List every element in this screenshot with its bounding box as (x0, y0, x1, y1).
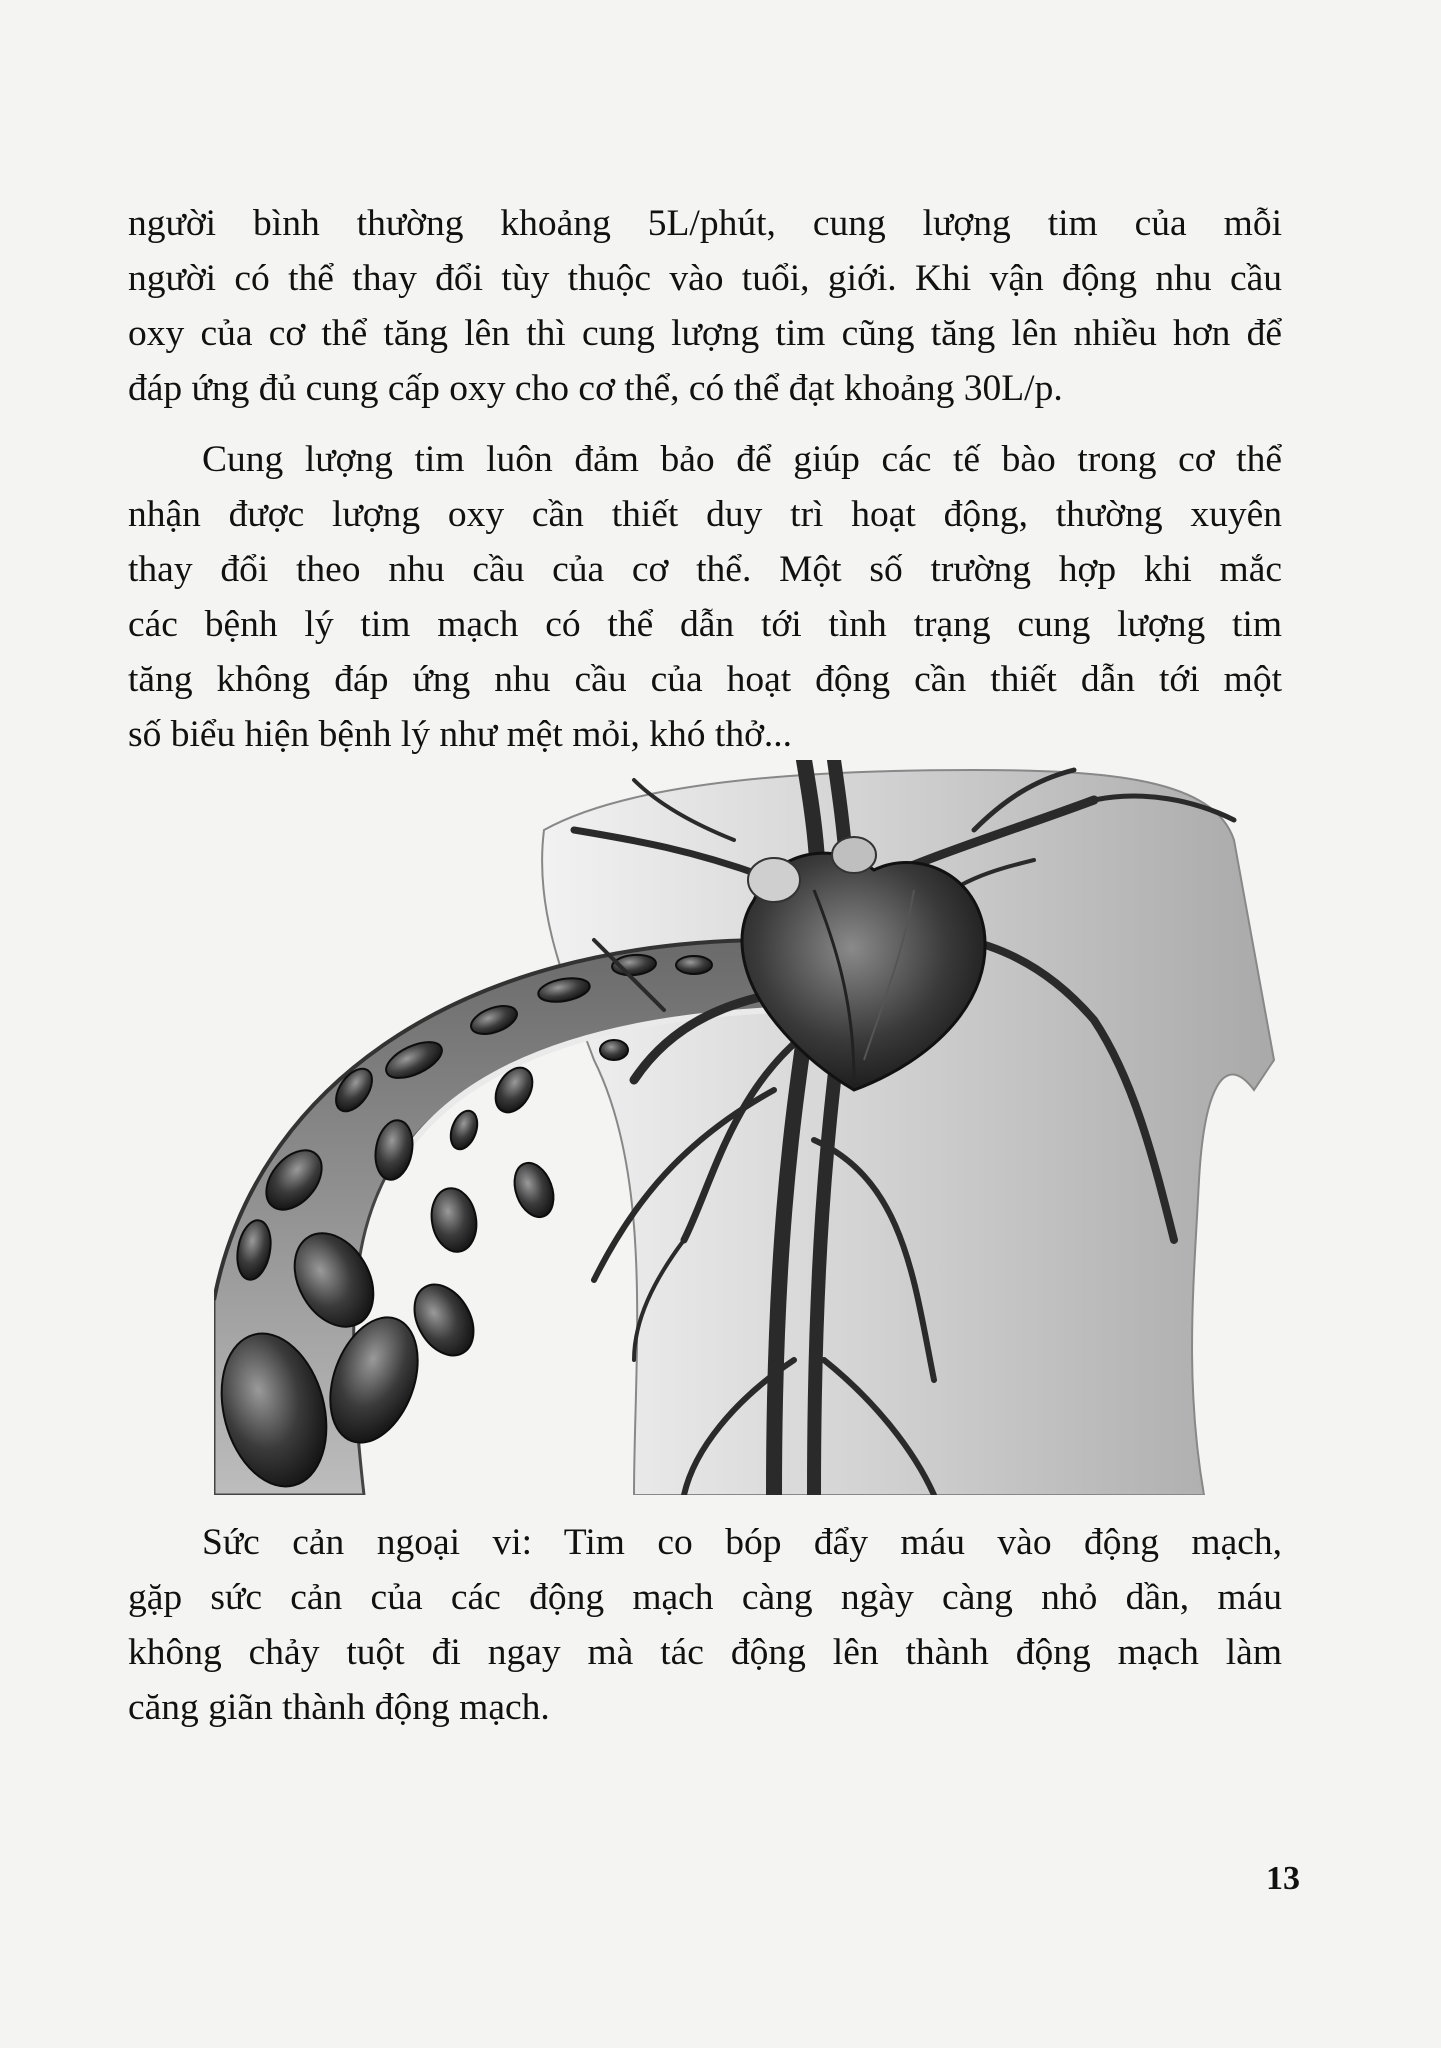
paragraph-1 (128, 196, 1282, 416)
text-line: đáp ứng đủ cung cấp oxy cho cơ thể, có thể đạt khoảng 30L/p. (128, 368, 1063, 409)
text-line: tăng không đáp ứng nhu cầu của hoạt động cần thiết dẫn tới một (128, 659, 1282, 700)
text-line: số biểu hiện bệnh lý như mệt mỏi, khó thở... (128, 714, 793, 755)
text-line: nhận được lượng oxy cần thiết duy trì hoạt động, thường xuyên (128, 494, 1282, 535)
paragraph-3 (128, 1515, 1282, 1735)
text-line: Sức cản ngoại vi: Tim co bóp đẩy máu vào động mạch, (202, 1522, 1282, 1563)
text-line: không chảy tuột đi ngay mà tác động lên thành động mạch làm (128, 1632, 1282, 1673)
heart-icon (214, 760, 1294, 1495)
text-line: căng giãn thành động mạch. (128, 1687, 550, 1728)
paragraph-2 (128, 432, 1282, 762)
text-line: thay đổi theo nhu cầu của cơ thể. Một số trường hợp khi mắc (128, 549, 1282, 590)
text-line: người bình thường khoảng 5L/phút, cung lượng tim của mỗi (128, 203, 1282, 244)
text-line: Cung lượng tim luôn đảm bảo để giúp các tế bào trong cơ thể (202, 439, 1282, 480)
text-line: oxy của cơ thể tăng lên thì cung lượng tim cũng tăng lên nhiều hơn để (128, 313, 1282, 354)
text-line: các bệnh lý tim mạch có thể dẫn tới tình trạng cung lượng tim (128, 604, 1282, 645)
heart-circulation-illustration (214, 760, 1294, 1495)
text-line: người có thể thay đổi tùy thuộc vào tuổi, giới. Khi vận động nhu cầu (128, 258, 1282, 299)
page-number: 13 (1266, 1860, 1300, 1897)
text-line: gặp sức cản của các động mạch càng ngày càng nhỏ dần, máu (128, 1577, 1282, 1618)
